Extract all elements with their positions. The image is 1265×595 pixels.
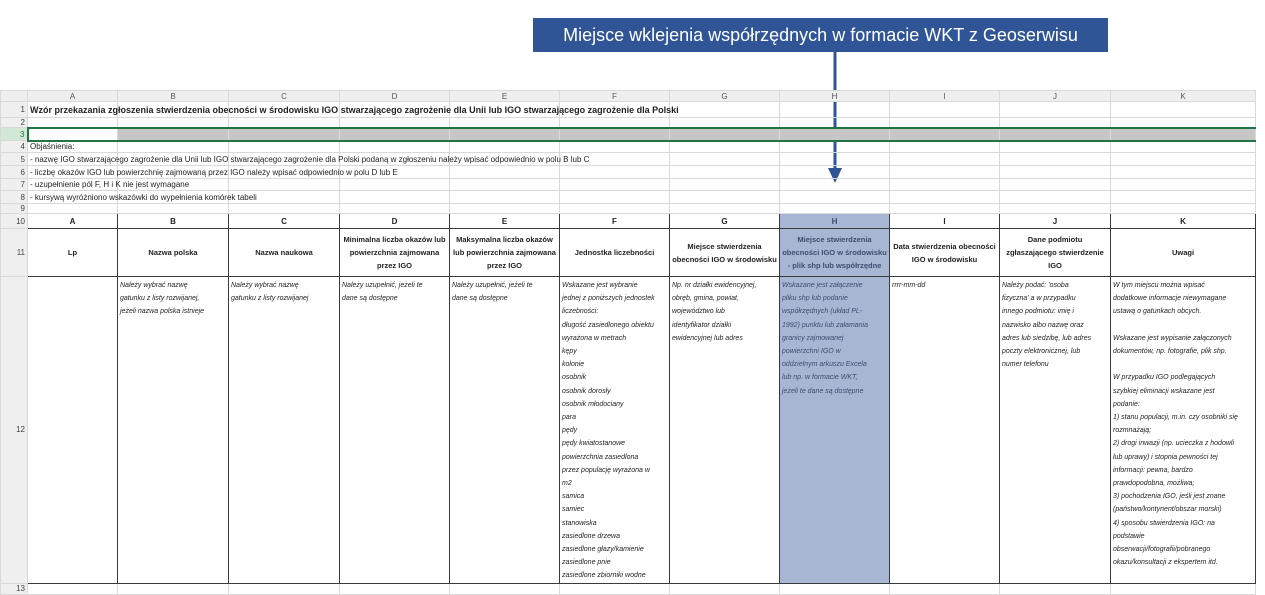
cell-j4[interactable] — [1000, 141, 1111, 153]
hint-line: Wskazane jest wybranie — [562, 282, 638, 289]
column-header-i[interactable]: I — [890, 91, 1000, 102]
hint-line: W tym miejscu można wpisać — [1113, 282, 1205, 289]
cell-c2[interactable] — [229, 118, 340, 128]
row-header-1[interactable]: 1 — [1, 102, 28, 118]
sheet-row-5 — [1, 153, 1256, 166]
cell-c4[interactable] — [229, 141, 340, 153]
row-header-11[interactable]: 11 — [1, 229, 28, 277]
hint-line: jeżeli nazwa polska istnieje — [120, 308, 205, 316]
cell-k3[interactable] — [1111, 128, 1256, 141]
cell-i10[interactable]: I — [890, 214, 1000, 229]
hint-line: współrzędnych (układ PL- — [782, 308, 863, 316]
row-header-5[interactable]: 5 — [1, 153, 28, 166]
cell-c3[interactable] — [229, 128, 340, 141]
hint-line: oddzielnym arkuszu Excela — [782, 361, 867, 369]
hint-line: zasiedlone pnie — [562, 559, 611, 567]
column-header-d[interactable]: D — [340, 91, 450, 102]
hint-line: identyfikator działki — [672, 321, 732, 329]
hint-line: długość zasiedlonego obiektu — [562, 321, 654, 329]
hint-cell-b[interactable] — [118, 277, 229, 584]
hint-line: pędy — [562, 427, 578, 435]
cell-g9[interactable] — [670, 204, 780, 214]
hint-line: przez populację wyrażona w — [562, 466, 650, 474]
hint-line: Wskazane jest załączenie — [782, 282, 863, 289]
cell-g10[interactable]: G — [670, 214, 780, 229]
hint-line: lub uprawy) i stopnia pewności tej — [1113, 453, 1218, 461]
sheet-row-2 — [1, 118, 1256, 128]
cell-e3[interactable] — [450, 128, 560, 141]
cell-i3[interactable] — [890, 128, 1000, 141]
sheet-row-10 — [1, 214, 1256, 229]
cell-k8[interactable] — [1111, 191, 1256, 204]
row-header-13[interactable]: 13 — [1, 583, 28, 594]
cell-i5[interactable] — [890, 153, 1000, 166]
hint-line: nazwisko albo nazwę oraz — [1002, 321, 1084, 329]
cell-h13[interactable] — [780, 583, 890, 594]
cell-d8[interactable] — [340, 191, 450, 204]
cell-h8[interactable] — [780, 191, 890, 204]
hint-cell-i[interactable] — [890, 277, 1000, 584]
hint-cell-h[interactable] — [780, 277, 890, 584]
hint-line: Należy wybrać nazwę — [231, 282, 299, 289]
hint-line: gatunku z listy rozwijanej, — [120, 295, 200, 303]
cell-i4[interactable] — [890, 141, 1000, 153]
cell-j5[interactable] — [1000, 153, 1111, 166]
hint-line — [1113, 319, 1253, 332]
cell-j10[interactable]: J — [1000, 214, 1111, 229]
hint-line: osobnik — [562, 374, 587, 382]
hint-line: 4) sposobu stwierdzenia IGO: na — [1113, 519, 1215, 527]
cell-g4[interactable] — [670, 141, 780, 153]
cell-g13[interactable] — [670, 583, 780, 594]
cell-g2[interactable] — [670, 118, 780, 128]
hint-cell-a[interactable] — [28, 277, 118, 584]
row-header-7[interactable]: 7 — [1, 179, 28, 191]
cell-d13[interactable] — [340, 583, 450, 594]
hint-line: Należy podać: 'osoba — [1002, 282, 1069, 289]
cell-f10[interactable]: F — [560, 214, 670, 229]
cell-g5[interactable] — [670, 153, 780, 166]
cell-i13[interactable] — [890, 583, 1000, 594]
table-header-f[interactable]: Jednostka liczebności — [560, 229, 670, 277]
cell-b4[interactable] — [118, 141, 229, 153]
hint-line: okazu/konsultacji z ekspertem itd. — [1113, 559, 1218, 567]
sheet-row-11 — [1, 229, 1256, 277]
hint-cell-k[interactable] — [1111, 277, 1256, 584]
hint-line: 1992) punktu lub załamania — [782, 321, 869, 329]
cell-e13[interactable] — [450, 583, 560, 594]
cell-c13[interactable] — [229, 583, 340, 594]
cell-h5[interactable] — [780, 153, 890, 166]
hint-line: jednej z poniższych jednostek — [562, 295, 655, 303]
hint-line: numer telefonu — [1002, 361, 1049, 369]
hint-line: rrrr-mm-dd — [892, 282, 926, 289]
cell-j2[interactable] — [1000, 118, 1111, 128]
cell-f8[interactable] — [560, 191, 670, 204]
sheet-row-8 — [1, 191, 1256, 204]
cell-h2[interactable] — [780, 118, 890, 128]
spreadsheet-grid[interactable] — [0, 90, 1256, 595]
column-header-e[interactable]: E — [450, 91, 560, 102]
row-header-4[interactable]: 4 — [1, 141, 28, 153]
cell-a5[interactable] — [28, 153, 590, 166]
cell-e6[interactable] — [450, 166, 560, 179]
hint-line: Należy uzupełnić, jeżeli te — [452, 282, 533, 289]
cell-d9[interactable] — [340, 204, 450, 214]
cell-i8[interactable] — [890, 191, 1000, 204]
cell-h3[interactable] — [780, 128, 890, 141]
sheet-row-7 — [1, 179, 1256, 191]
hint-line: zasiedlone drzewa — [562, 532, 620, 540]
hint-line: (państwo/kontynent/obszar morski) — [1113, 506, 1222, 514]
hint-line: fizyczna' a w przypadku — [1002, 295, 1076, 303]
cell-h10[interactable]: H — [780, 214, 890, 229]
cell-a13[interactable] — [28, 583, 118, 594]
cell-e7[interactable] — [450, 179, 560, 191]
cell-b10[interactable]: B — [118, 214, 229, 229]
table-header-j[interactable]: Dane podmiotu zgłaszającego stwierdzenie IGO — [1000, 229, 1111, 277]
sheet-row-3 — [1, 128, 1256, 141]
sheet-row-12 — [1, 277, 1256, 584]
hint-cell-f[interactable] — [560, 277, 670, 584]
hint-line: wyrażona w metrach — [562, 334, 627, 342]
hint-line: dane są dostępne — [342, 295, 398, 303]
cell-i2[interactable] — [890, 118, 1000, 128]
wkt-callout-label: Miejsce wklejenia współrzędnych w formacie WKT z Geoserwisu — [533, 18, 1108, 52]
hint-line: województwo lub — [672, 308, 725, 316]
table-header-a[interactable]: Lp — [28, 229, 118, 277]
cell-a6[interactable] — [28, 166, 398, 179]
table-header-b[interactable]: Nazwa polska — [118, 229, 229, 277]
column-header-b[interactable]: B — [118, 91, 229, 102]
hint-line: pędy kwiatostanowe — [562, 440, 626, 448]
cell-d3[interactable] — [340, 128, 450, 141]
sheet-title: Wzór przekazania zgłoszenia stwierdzenia obecności w środowisku IGO stwarzającego zagrożenie dla Unii lub IGO stwarzającego zagrożenie dla Polski — [30, 104, 679, 115]
row-header-6[interactable]: 6 — [1, 166, 28, 179]
hint-line: ewidencyjnej lub adres — [672, 334, 743, 342]
explanation-line: - kursywą wyróżniono wskazówki do wypełnienia komórek tabeli — [30, 192, 257, 202]
cell-d2[interactable] — [340, 118, 450, 128]
cell-i9[interactable] — [890, 204, 1000, 214]
hint-line: Należy uzupełnić, jeżeli te — [342, 282, 423, 289]
sheet-row-13 — [1, 583, 1256, 594]
hint-line: 1) stanu populacji, m.in. czy osobniki się — [1113, 414, 1238, 421]
cell-i6[interactable] — [890, 166, 1000, 179]
sheet-row-6 — [1, 166, 1256, 179]
hint-line: prawdopodobna, możliwa; — [1113, 480, 1195, 488]
hint-line: W przypadku IGO podlegających — [1113, 374, 1216, 382]
hint-line: adres lub siedzibę, lub adres — [1002, 334, 1092, 342]
sheet-row-4 — [1, 141, 1256, 153]
cell-e10[interactable]: E — [450, 214, 560, 229]
explanation-line: - liczbę okazów IGO lub powierzchnię zajmowaną przez IGO należy wpisać odpowiednio w polu D lub E — [30, 167, 398, 177]
hint-line: liczebności: — [562, 308, 599, 316]
cell-k10[interactable]: K — [1111, 214, 1256, 229]
hint-cell-e[interactable] — [450, 277, 560, 584]
hint-line: 2) drogi inwazji (np. ucieczka z hodowli — [1113, 440, 1234, 448]
row-header-3[interactable]: 3 — [1, 128, 28, 141]
cell-b13[interactable] — [118, 583, 229, 594]
column-header-row — [1, 91, 1256, 102]
cell-e4[interactable] — [450, 141, 560, 153]
hint-line: innego podmiotu: imię i — [1002, 308, 1074, 316]
cell-j7[interactable] — [1000, 179, 1111, 191]
explanations-heading: Objaśnienia: — [30, 142, 75, 152]
cell-j3[interactable] — [1000, 128, 1111, 141]
table-header-d[interactable]: Minimalna liczba okazów lub powierzchnia zajmowana przez IGO — [340, 229, 450, 277]
hint-line: obręb, gmina, powiat, — [672, 295, 739, 303]
cell-h9[interactable] — [780, 204, 890, 214]
hint-line: podstawie — [1113, 532, 1145, 540]
cell-a7[interactable] — [28, 179, 190, 191]
hint-line: granicy zajmowanej — [782, 334, 844, 342]
cell-d7[interactable] — [340, 179, 450, 191]
row-header-12[interactable]: 12 — [1, 277, 28, 584]
cell-g1[interactable] — [670, 102, 780, 118]
cell-a2[interactable] — [28, 118, 118, 128]
hint-line: pliku shp lub podanie — [782, 295, 848, 303]
cell-f9[interactable] — [560, 204, 670, 214]
cell-g6[interactable] — [670, 166, 780, 179]
column-header-f[interactable]: F — [560, 91, 670, 102]
cell-h6[interactable] — [780, 166, 890, 179]
hint-line: samica — [562, 493, 585, 501]
cell-i7[interactable] — [890, 179, 1000, 191]
hint-line: gatunku z listy rozwijanej — [231, 295, 309, 303]
cell-g7[interactable] — [670, 179, 780, 191]
cell-j1[interactable] — [1000, 102, 1111, 118]
hint-line: stanowiska — [562, 519, 597, 527]
hint-line: zasiedlone zbiorniki wodne — [562, 572, 646, 580]
table-header-i[interactable]: Data stwierdzenia obecności IGO w środowisku — [890, 229, 1000, 277]
hint-line: powierzchnia zasiedlona — [562, 453, 639, 461]
cell-d10[interactable]: D — [340, 214, 450, 229]
cell-j6[interactable] — [1000, 166, 1111, 179]
hint-line: dokumentów, np. fotografie, plik shp. — [1113, 348, 1227, 355]
cell-d4[interactable] — [340, 141, 450, 153]
hint-line: osobnik dorosły — [562, 387, 611, 395]
select-all-corner[interactable] — [1, 91, 28, 102]
cell-j9[interactable] — [1000, 204, 1111, 214]
cell-b9[interactable] — [118, 204, 229, 214]
column-header-k[interactable]: K — [1111, 91, 1256, 102]
hint-cell-j[interactable] — [1000, 277, 1111, 584]
hint-line: ustawą o gatunkach obcych. — [1113, 308, 1202, 316]
cell-c7[interactable] — [229, 179, 340, 191]
sheet-row-9 — [1, 204, 1256, 214]
hint-line: powierzchni IGO w — [782, 348, 841, 356]
explanation-line: - uzupełnienie pól F, H i K nie jest wymagane — [30, 180, 190, 189]
cell-k6[interactable] — [1111, 166, 1256, 179]
cell-f7[interactable] — [560, 179, 670, 191]
row-header-2[interactable]: 2 — [1, 118, 28, 128]
cell-j13[interactable] — [1000, 583, 1111, 594]
hint-line: poczty elektronicznej, lub — [1002, 348, 1081, 356]
table-header-h[interactable]: Miejsce stwierdzenia obecności IGO w środowisku - plik shp lub współrzędne — [780, 229, 890, 277]
table-header-c[interactable]: Nazwa naukowa — [229, 229, 340, 277]
cell-a4[interactable] — [28, 141, 118, 153]
hint-line: informacji: pewna, bardzo — [1113, 466, 1193, 474]
cell-c9[interactable] — [229, 204, 340, 214]
hint-line: osobnik młodociany — [562, 400, 624, 408]
hint-line: rozmnażają; — [1113, 427, 1152, 435]
cell-f13[interactable] — [560, 583, 670, 594]
row-header-8[interactable]: 8 — [1, 191, 28, 204]
hint-line: Należy wybrać nazwę — [120, 282, 188, 289]
hint-line: Wskazane jest wypisanie załączonych — [1113, 334, 1232, 342]
cell-k7[interactable] — [1111, 179, 1256, 191]
cell-g3[interactable] — [670, 128, 780, 141]
hint-cell-g[interactable] — [670, 277, 780, 584]
cell-c10[interactable]: C — [229, 214, 340, 229]
cell-k9[interactable] — [1111, 204, 1256, 214]
hint-cell-d[interactable] — [340, 277, 450, 584]
cell-b2[interactable] — [118, 118, 229, 128]
cell-k1[interactable] — [1111, 102, 1256, 118]
row-header-10[interactable]: 10 — [1, 214, 28, 229]
cell-f2[interactable] — [560, 118, 670, 128]
hint-line: dane są dostępne — [452, 295, 508, 303]
cell-k4[interactable] — [1111, 141, 1256, 153]
cell-a8[interactable] — [28, 191, 257, 204]
hint-line — [1113, 358, 1253, 371]
hint-line: szybkiej eliminacji wskazane jest — [1113, 387, 1215, 395]
cell-h7[interactable] — [780, 179, 890, 191]
cell-f4[interactable] — [560, 141, 670, 153]
hint-line: para — [562, 414, 577, 422]
column-header-a[interactable]: A — [28, 91, 118, 102]
cell-k13[interactable] — [1111, 583, 1256, 594]
hint-line: jeżeli te dane są dostępne — [782, 387, 864, 395]
cell-i1[interactable] — [890, 102, 1000, 118]
cell-e9[interactable] — [450, 204, 560, 214]
explanation-line: - nazwę IGO stwarzającego zagrożenie dla Unii lub IGO stwarzającego zagrożenie dla Polski podaną w zgłoszeniu należy wpisać odpowiednio w polu B lub C — [30, 154, 590, 164]
hint-line: obserwacji/fotografii/pobranego — [1113, 546, 1211, 554]
cell-a3[interactable] — [28, 128, 118, 141]
column-header-c[interactable]: C — [229, 91, 340, 102]
sheet-row-1 — [1, 102, 1256, 118]
cell-b3[interactable] — [118, 128, 229, 141]
hint-line: 3) pochodzenia IGO, jeśli jest znane — [1113, 493, 1226, 501]
hint-line: zasiedlone głazy/kamienie — [562, 546, 644, 554]
table-header-k[interactable]: Uwagi — [1111, 229, 1256, 277]
cell-h1[interactable] — [780, 102, 890, 118]
cell-h4[interactable] — [780, 141, 890, 153]
cell-e8[interactable] — [450, 191, 560, 204]
cell-k5[interactable] — [1111, 153, 1256, 166]
hint-line: lub np. w formacie WKT, — [782, 374, 858, 382]
cell-k2[interactable] — [1111, 118, 1256, 128]
cell-a10[interactable]: A — [28, 214, 118, 229]
hint-line: m2 — [562, 480, 572, 488]
hint-line: dodatkowe informacje niewymagane — [1113, 295, 1227, 303]
table-header-e[interactable]: Maksymalna liczba okazów lub powierzchnia zajmowana przez IGO — [450, 229, 560, 277]
table-header-g[interactable]: Miejsce stwierdzenia obecności IGO w środowisku — [670, 229, 780, 277]
hint-line: kolonie — [562, 361, 585, 369]
cell-e2[interactable] — [450, 118, 560, 128]
hint-line: kępy — [562, 348, 577, 356]
cell-f3[interactable] — [560, 128, 670, 141]
cell-a1[interactable] — [28, 102, 679, 118]
column-header-h[interactable]: H — [780, 91, 890, 102]
hint-line: samiec — [562, 506, 585, 514]
cell-g8[interactable] — [670, 191, 780, 204]
cell-j8[interactable] — [1000, 191, 1111, 204]
cell-f6[interactable] — [560, 166, 670, 179]
cell-a9[interactable] — [28, 204, 118, 214]
row-header-9[interactable]: 9 — [1, 204, 28, 214]
column-header-j[interactable]: J — [1000, 91, 1111, 102]
hint-cell-c[interactable] — [229, 277, 340, 584]
hint-line: podanie: — [1113, 400, 1140, 408]
hint-line: Np. nr działki ewidencyjnej, — [672, 282, 757, 289]
column-header-g[interactable]: G — [670, 91, 780, 102]
